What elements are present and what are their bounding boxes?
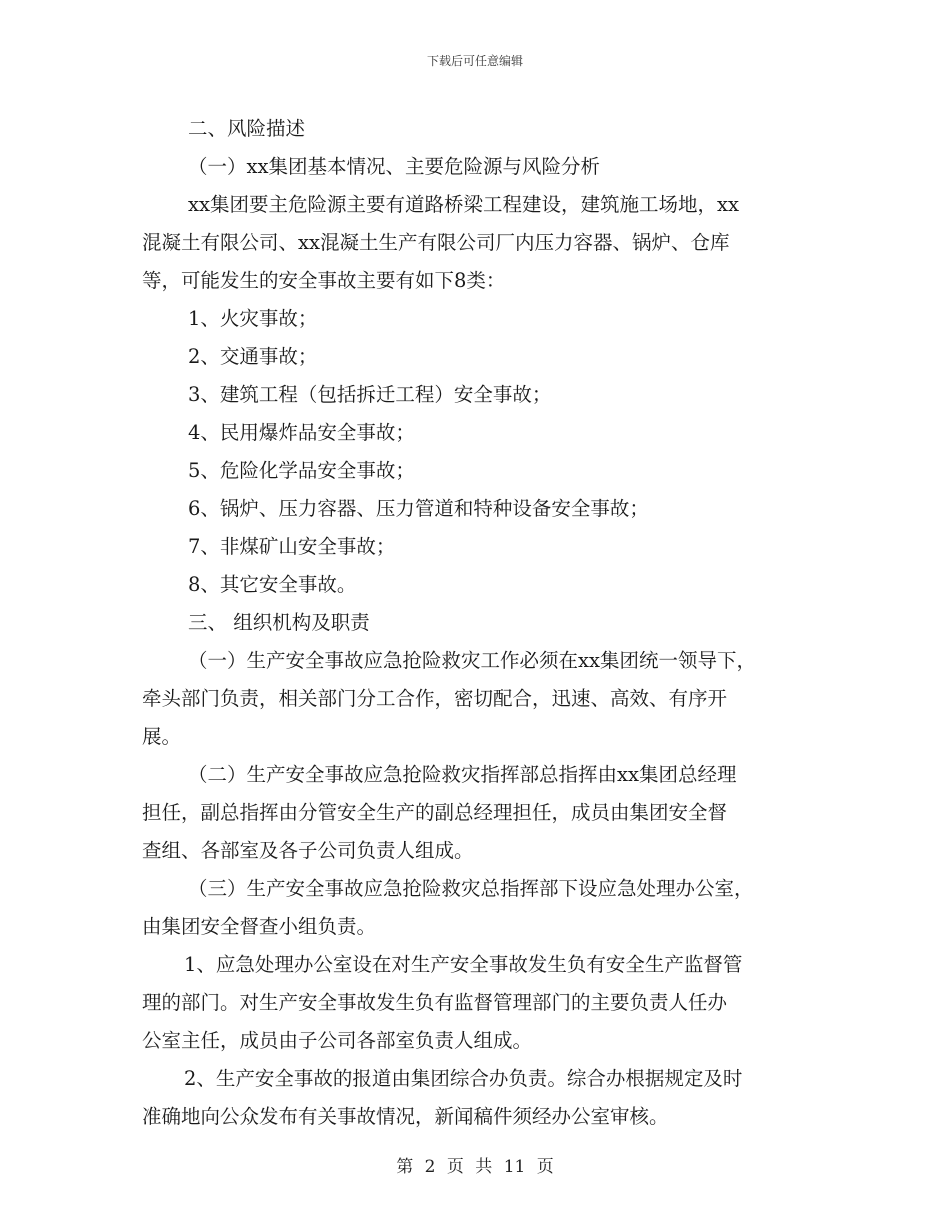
list-item: 4、民用爆炸品安全事故； [188,421,415,444]
list-item: 2、交通事故； [188,345,318,368]
paragraph-line: 准确地向公众发布有关事故情况，新闻稿件须经办公室审核。 [142,1105,669,1128]
paragraph-line: 展。 [142,725,182,748]
paragraph-line: （二）生产安全事故应急抢险救灾指挥部总指挥由xx集团总经理 [188,763,737,786]
section-heading: 二、风险描述 [188,117,306,140]
paragraph-line: （一）生产安全事故应急抢险救灾工作必须在xx集团统一领导下， [188,649,756,672]
paragraph-line: （三）生产安全事故应急抢险救灾总指挥部下设应急处理办公室， [188,877,754,900]
document-body [142,110,822,1136]
paragraph-line: 等，可能发生的安全事故主要有如下8类： [142,269,506,292]
page-number-footer: 第 2 页 共 11 页 [396,1157,554,1177]
list-item: 8、其它安全事故。 [188,573,357,596]
page-header: 下载后可任意编辑 [426,54,523,68]
list-item: 7、非煤矿山安全事故； [188,535,396,558]
paragraph-line: 混凝土有限公司、xx混凝土生产有限公司厂内压力容器、锅炉、仓库 [142,231,730,254]
list-item: 5、危险化学品安全事故； [188,459,415,482]
paragraph-line: 牵头部门负责，相关部门分工合作，密切配合，迅速、高效、有序开 [142,687,728,710]
paragraph-line: xx集团要主危险源主要有道路桥梁工程建设，建筑施工场地，xx [188,193,739,216]
paragraph-line: 查组、各部室及各子公司负责人组成。 [142,839,474,862]
list-item: 3、建筑工程（包括拆迁工程）安全事故； [188,383,552,406]
paragraph-line: 由集团安全督查小组负责。 [142,915,377,938]
paragraph-line: 2、生产安全事故的报道由集团综合办负责。综合办根据规定及时 [184,1067,743,1090]
paragraph-line: 理的部门。对生产安全事故发生负有监督管理部门的主要负责人任办 [142,991,728,1014]
paragraph-line: 1、应急处理办公室设在对生产安全事故发生负有安全生产监督管 [184,953,743,976]
paragraph-line: 公室主任，成员由子公司各部室负责人组成。 [142,1029,533,1052]
list-item: 1、火灾事故； [188,307,318,330]
paragraph-line: 担任，副总指挥由分管安全生产的副总经理担任，成员由集团安全督 [142,801,728,824]
list-item: 6、锅炉、压力容器、压力管道和特种设备安全事故； [188,497,649,520]
section-heading: 三、 组织机构及职责 [188,611,370,634]
subsection-heading: （一）xx集团基本情况、主要危险源与风险分析 [188,155,600,178]
